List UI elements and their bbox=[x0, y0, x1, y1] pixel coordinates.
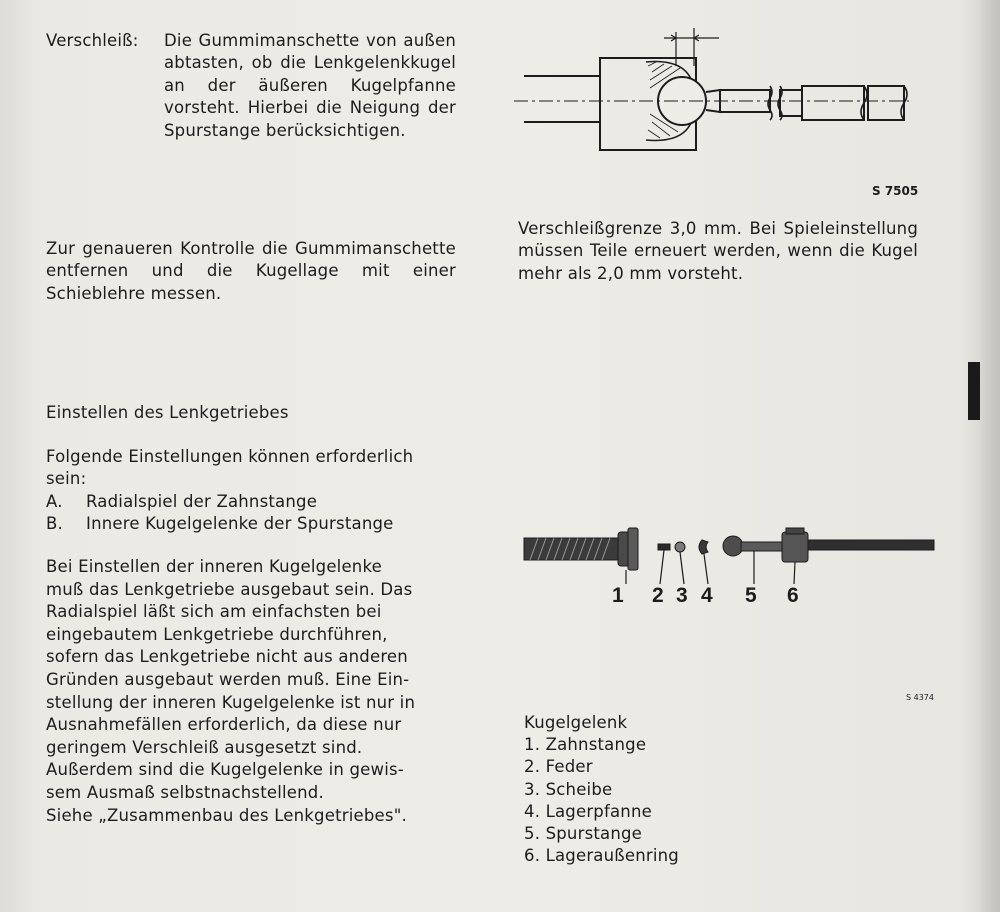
legend-item: 4. Lagerpfanne bbox=[524, 801, 652, 821]
wear-label: Verschleiß: bbox=[46, 31, 139, 50]
paragraph-line: Außerdem sind die Kugelgelenke in gewis- bbox=[46, 760, 404, 780]
paragraph-line: eingebautem Lenkgetriebe durchführen, bbox=[46, 624, 388, 644]
precise-check-text: Zur genaueren Kontrolle die Gummimanschette entfernen und die Kugellage mit einer Schieblehre messen. bbox=[46, 239, 456, 303]
callout-number: 1 bbox=[612, 584, 624, 607]
settings-list-item bbox=[46, 491, 456, 513]
list-text: Radialspiel der Zahnstange bbox=[86, 491, 318, 511]
paragraph-line: Siehe „Zusammenbau des Lenkgetriebes". bbox=[46, 805, 407, 825]
parts-legend bbox=[524, 712, 679, 867]
settings-intro-line: Folgende Einstellungen können erforderlich bbox=[46, 447, 414, 466]
paragraph-line: Radialspiel läßt sich am einfachsten bei bbox=[46, 602, 382, 622]
section-heading: Einstellen des Lenkgetriebes bbox=[46, 403, 289, 422]
section-tab-marker bbox=[968, 362, 980, 420]
paragraph-line: stellung der inneren Kugelgelenke ist nur in bbox=[46, 692, 416, 712]
callout-number: 5 bbox=[745, 584, 757, 607]
callout-number: 4 bbox=[701, 584, 713, 607]
paragraph-line: geringem Verschleiß ausgesetzt sind. bbox=[46, 737, 363, 757]
callout-number: 2 bbox=[652, 584, 664, 607]
legend-item: 1. Zahnstange bbox=[524, 735, 647, 755]
page-edge-shadow bbox=[978, 0, 1000, 912]
callout-number: 3 bbox=[676, 584, 688, 607]
paragraph-line: Ausnahmefällen erforderlich, da diese nur bbox=[46, 715, 402, 735]
paragraph-line: sofern das Lenkgetriebe nicht aus anderen bbox=[46, 647, 408, 667]
paragraph-line: Gründen ausgebaut werden muß. Eine Ein- bbox=[46, 669, 410, 689]
settings-list-item bbox=[46, 513, 456, 535]
paragraph-line: muß das Lenkgetriebe ausgebaut sein. Das bbox=[46, 579, 413, 599]
list-text: Innere Kugelgelenke der Spurstange bbox=[86, 514, 394, 534]
list-letter: A. bbox=[46, 491, 63, 511]
legend-item: 6. Lageraußenring bbox=[524, 846, 679, 866]
exploded-parts-figure bbox=[522, 520, 942, 615]
legend-item: 3. Scheibe bbox=[524, 779, 613, 799]
ball-joint-section-figure bbox=[514, 26, 914, 156]
settings-intro bbox=[46, 446, 456, 536]
paragraph-line: sem Ausmaß selbstnachstellend. bbox=[46, 782, 324, 802]
figure1-caption: Verschleißgrenze 3,0 mm. Bei Spieleinstellung müssen Teile erneuert werden, wenn die Kugel mehr als 2,0 mm vorsteht. bbox=[518, 219, 918, 283]
wear-check-text: Die Gummimanschette von außen abtasten, ob die Lenkgelenkkugel an der äußeren Kugelpfanne vorsteht. Hierbei die Neigung der Spurstange berücksichtigen. bbox=[164, 31, 456, 140]
adjust-paragraph bbox=[46, 556, 456, 827]
legend-title: Kugelgelenk bbox=[524, 713, 628, 732]
paragraph-line: Bei Einstellen der inneren Kugelgelenke bbox=[46, 557, 382, 576]
settings-intro-line: sein: bbox=[46, 469, 87, 489]
callout-number: 6 bbox=[787, 584, 799, 607]
figure2-code: S 4374 bbox=[906, 693, 934, 702]
legend-item: 5. Spurstange bbox=[524, 824, 643, 844]
list-letter: B. bbox=[46, 514, 63, 534]
legend-item: 2. Feder bbox=[524, 757, 593, 777]
figure1-code: S 7505 bbox=[872, 184, 919, 198]
